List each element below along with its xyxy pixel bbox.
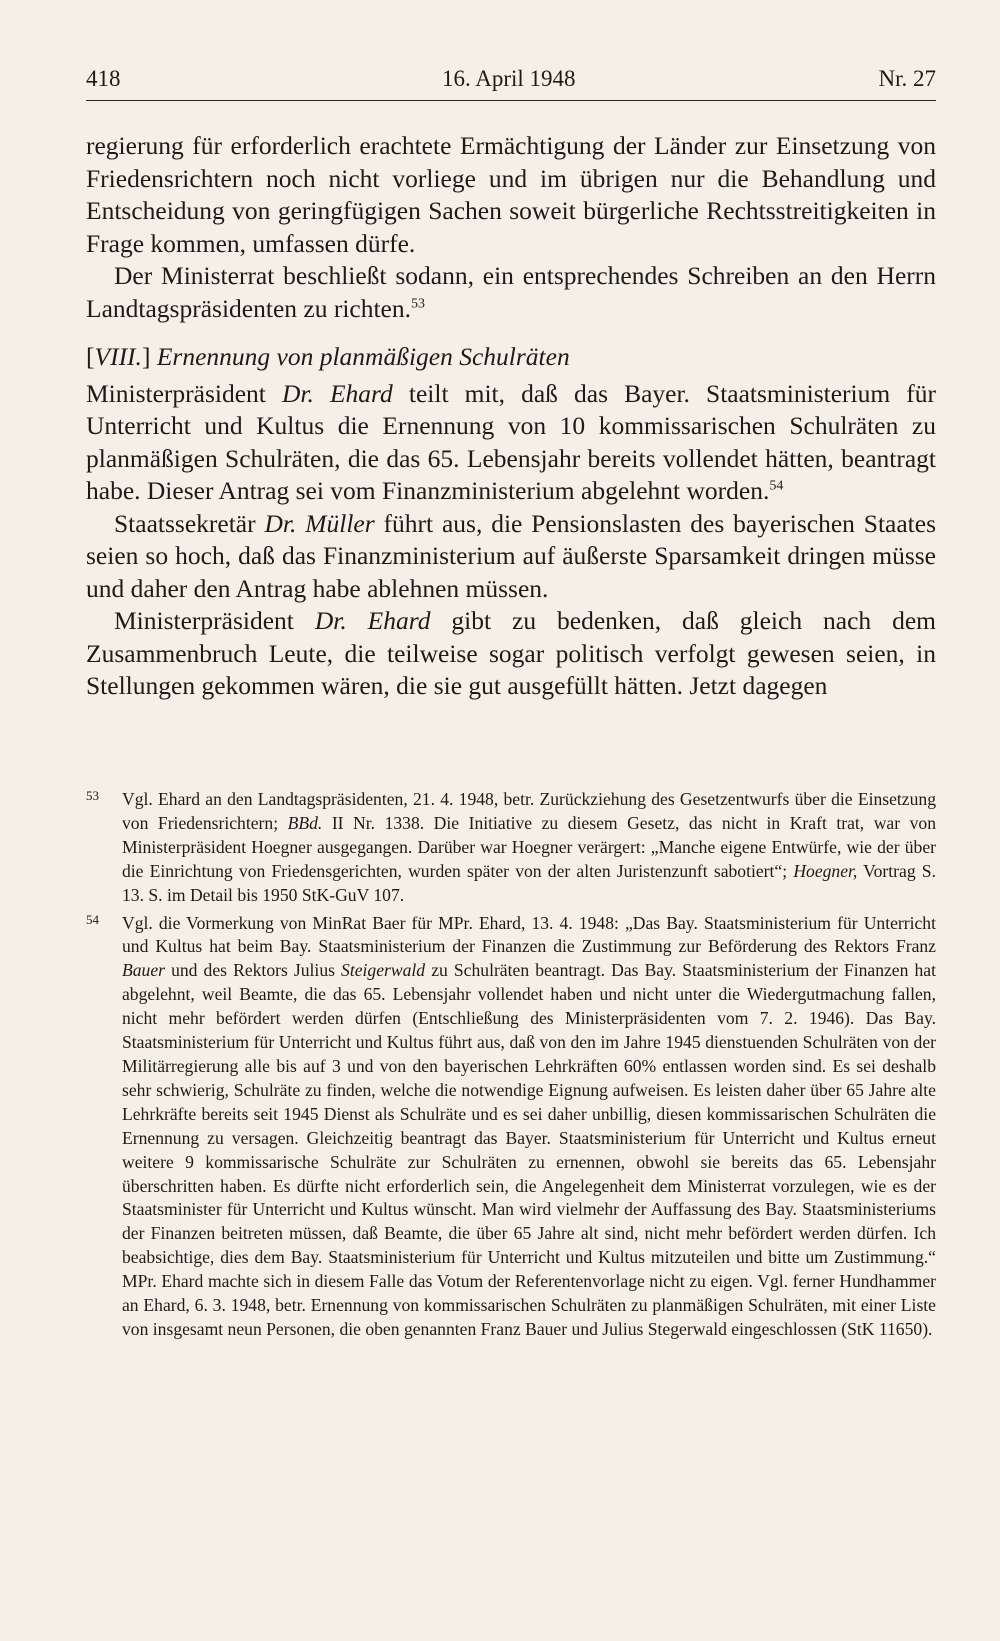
speaker-name: Dr. Ehard bbox=[314, 606, 431, 635]
footnotes bbox=[86, 788, 936, 1346]
footnote-ref-53[interactable]: 53 bbox=[411, 296, 426, 311]
page-number: 418 bbox=[86, 66, 121, 91]
speaker-name: Dr. Ehard bbox=[281, 378, 393, 408]
footnote-53: 53 Vgl. Ehard an den Landtagspräsidenten, 21. 4. 1948, betr. Zurückziehung des Gesetzentwurfs über die Einsetzung von Friedensrichtern; BBd. II Nr. 1338. Die Initiative zu diesem Gesetz, das nicht in Kraft trat, war von Ministerpräsident Hoegner ausgegangen. Darüber war Hoegner verärgert: „Manche eigene Entwürfe, wie der über die Einrichtung von Friedensgerichten, wurden später von der alten Juristenzunft sabotiert“; Hoegner, Vortrag S. 13. S. im Detail bis 1950 StK-GuV 107. bbox=[86, 788, 936, 908]
paragraph-resolution: Der Ministerrat beschließt sodann, ein entsprechendes Schreiben an den Herrn Landtagspräsidenten zu richten.$^{53}$ bbox=[86, 261, 936, 323]
speaker-name: Dr. Müller bbox=[264, 508, 375, 538]
running-header bbox=[86, 64, 936, 101]
header-date: 16. April 1948 bbox=[442, 66, 576, 91]
paragraph-mueller: Staatssekretär Dr. Müller führt aus, die Pensionslasten des bayerischen Staates seien so hoch, daß das Finanzministerium auf äußerste Sparsamkeit dringen müsse und daher den Antrag habe ablehnen müssen. bbox=[86, 508, 936, 603]
section-number: VIII. bbox=[94, 342, 142, 371]
footnote-54: 54 Vgl. die Vormerkung von MinRat Baer für MPr. Ehard, 13. 4. 1948: „Das Bay. Staatsministerium für Unterricht und Kultus hat beim Bay. Staatsministerium der Finanzen die Zustimmung zur Beförderung des Rektors Franz Bauer und des Rektors Julius Steigerwald zu Schulräten beantragt. Das Bay. Staatsministerium der Finanzen hat abgelehnt, weil Beamte, die das 65. Lebensjahr vollendet haben und nicht unter die Wiedergutmachung fallen, nicht mehr befördert werden dürfen (Entschließung des Ministerpräsidenten vom 7. 2. 1946). Das Bay. Staatsministerium für Unterricht und Kultus führt aus, daß von den im Jahre 1945 dienstuenden Schulräten von der Militärregierung alle bis auf 3 und von den bayerischen Lehrkräften 60% entlassen worden sind. Es sei deshalb sehr schwierig, Schulräte zu finden, welche die notwendige Eignung aufweisen. Es leisten daher über 65 Jahre alte Lehrkräfte bereits seit 1945 Dienst als Schulräte und es sei daher unbillig, diesen kommissarischen Schulräten die Ernennung zu versagen. Gleichzeitig beantragt das Bayer. Staatsministerium für Unterricht und Kultus erneut weitere 9 kommissarische Schulräte zur Schulräten zu ernennen, obwohl sie bereits das 65. Lebensjahr überschritten haben. Es dürfte nicht erforderlich sein, die Angelegenheit dem Ministerrat vorzulegen, wie es der Staatsminister für Unterricht und Kultus wünscht. Man wird vielmehr der Auffassung des Bay. Staatsministeriums der Finanzen beitreten müssen, daß Beamte, die über 65 Jahre alt sind, nicht mehr befördert werden dürfen. Ich beabsichtige, dies dem Bay. Staatsministerium für Unterricht und Kultus mitzuteilen und bitte um Zustimmung.“ MPr. Ehard machte sich in diesem Falle das Votum der Referentenvorlage nicht zu eigen. Vgl. ferner Hundhammer an Ehard, 6. 3. 1948, betr. Ernennung von kommissarischen Schulräten zu planmäßigen Schulräten, mit einer Liste von insgesamt neun Personen, die oben genannten Franz Bauer und Julius Stegerwald eingeschlossen (StK 11650). bbox=[86, 912, 936, 1342]
paragraph-ehard-1: Ministerpräsident Dr. Ehard teilt mit, daß das Bayer. Staatsministerium für Unterricht und Kultus die Ernennung von 10 kommissarischen Schulräten zu planmäßigen Schulräten, die das 65. Lebensjahr bereits vollendet hätten, beantragt habe. Dieser Antrag sei vom Finanzministerium abgelehnt worden.$^{54}$ bbox=[86, 378, 936, 505]
header-issue-number: Nr. 27 bbox=[878, 66, 936, 91]
paragraph-continuation: regierung für erforderlich erachtete Ermächtigung der Länder zur Einsetzung von Friedensrichtern noch nicht vorliege und im übrigen nur die Behandlung und Entscheidung von geringfügigen Sachen soweit bürgerliche Rechtsstreitigkeiten in Frage kommen, umfassen dürfe. bbox=[86, 131, 936, 258]
footnote-number: 54 bbox=[86, 911, 99, 927]
footnote-number: 53 bbox=[86, 788, 99, 803]
footnote-ref-54[interactable]: 54 bbox=[769, 478, 784, 494]
paragraph-ehard-2: Ministerpräsident Dr. Ehard gibt zu bedenken, daß gleich nach dem Zusammenbruch Leute, die teilweise sogar politisch verfolgt gewesen seien, in Stellungen gekommen wären, die sie gut ausgefüllt hätten. Jetzt dagegen bbox=[86, 606, 936, 700]
main-text bbox=[86, 130, 936, 703]
section-title: Ernennung von planmäßigen Schulräten bbox=[150, 342, 570, 371]
section-heading: [VIII.] Ernennung von planmäßigen Schulräten bbox=[86, 342, 570, 371]
